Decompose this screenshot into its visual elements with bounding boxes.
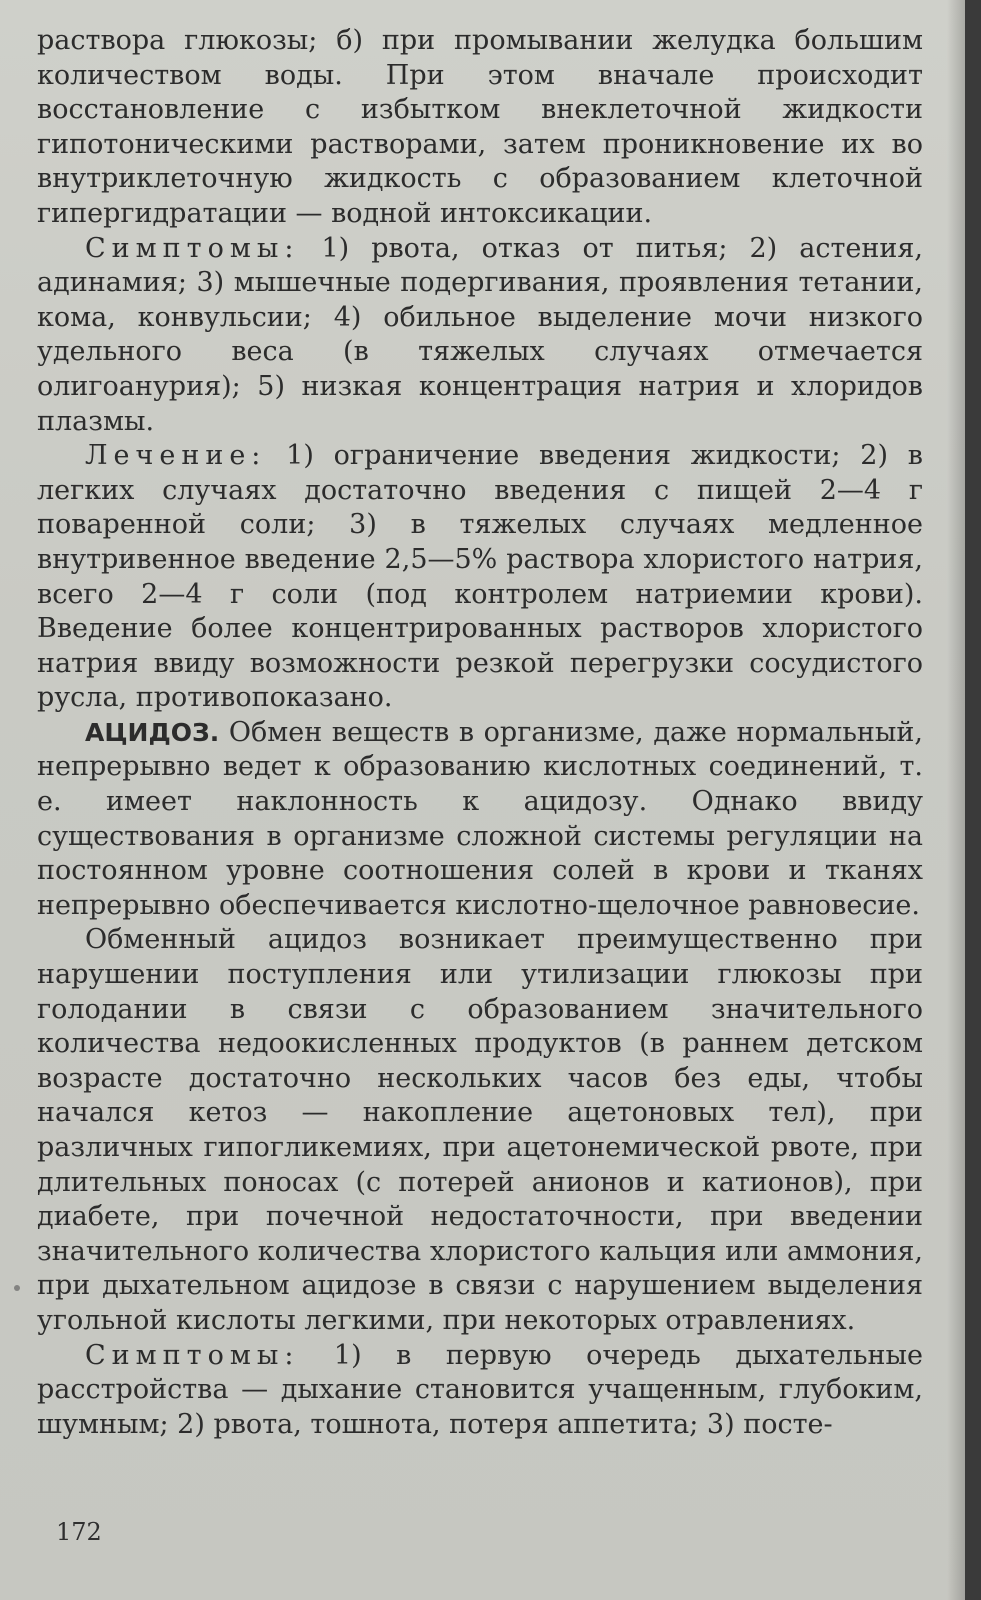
symptoms-label: Симптомы: bbox=[85, 1339, 300, 1371]
paragraph-text: 1) в первую очередь дыхательные расстройства — дыхание становится учащенным, глубоким, шумным; 2) рвота, тошнота, потеря аппетита; 3) посте- bbox=[37, 1339, 923, 1440]
symptoms-label: Симптомы: bbox=[85, 232, 300, 264]
paragraph-text: раствора глюкозы; б) при промывании желудка большим количеством воды. При этом вначале происходит восстановление с избытком внеклеточной жидкости гипотоническими растворами, затем проникновение их во внутриклеточную жидкость с образованием клеточной гипергидратации — водной интоксикации. bbox=[37, 25, 923, 229]
page-body-text bbox=[37, 24, 923, 1442]
page-number: 172 bbox=[56, 1518, 102, 1546]
print-speck bbox=[14, 1285, 20, 1291]
acidosis-heading: АЦИДОЗ. bbox=[85, 717, 220, 747]
paragraph-metabolic-acidosis bbox=[37, 923, 923, 1338]
treatment-label: Лечение: bbox=[85, 440, 267, 472]
paragraph-hypotonic-causes bbox=[37, 24, 923, 232]
paragraph-text: 1) рвота, отказ от питья; 2) астения, адинамия; 3) мышечные подергивания, проявления тетании, кома, конвульсии; 4) обильное выделение мочи низкого удельного веса (в тяжелых случаях отмечается олигоанурия); 5) низкая концентрация натрия и хлоридов плазмы. bbox=[37, 232, 923, 437]
paragraph-text: Обмен веществ в организме, даже нормальный, непрерывно ведет к образованию кислотных соединений, т. е. имеет наклонность к ацидозу. Однако ввиду существования в организме сложной системы регуляции на постоянном уровне соотношения солей в крови и тканях непрерывно обеспечивается кислотно-щелочное равновесие. bbox=[37, 716, 923, 921]
paragraph-treatment bbox=[37, 439, 923, 716]
paragraph-text: Обменный ацидоз возникает преимущественно при нарушении поступления или утилизации глюкозы при голодании в связи с образованием значительного количества недоокисленных продуктов (в раннем детском возрасте достаточно нескольких часов без еды, чтобы начался кетоз — накопление ацетоновых тел), при различных гипогликемиях, при ацетонемической рвоте, при длительных поносах (с потерей анионов и катионов), при диабете, при почечной недостаточности, при введении значительного количества хлористого кальция или аммония, при дыхательном ацидозе в связи с нарушением выделения угольной кислоты легкими, при некоторых отравлениях. bbox=[37, 924, 923, 1336]
paragraph-text: 1) ограничение введения жидкости; 2) в легких случаях достаточно введения с пищей 2—4 г поваренной соли; 3) в тяжелых случаях медленное внутривенное введение 2,5—5% раствора хлористого натрия, всего 2—4 г соли (под контролем натриемии крови). Введение более концентрированных растворов хлористого натрия ввиду возможности резкой перегрузки сосудистого русла, противопоказано. bbox=[37, 440, 923, 714]
paragraph-symptoms-acidosis bbox=[37, 1339, 923, 1443]
paragraph-symptoms-hyperhydration bbox=[37, 232, 923, 440]
paragraph-acidosis-intro bbox=[37, 716, 923, 924]
spine-shadow bbox=[947, 0, 965, 1600]
